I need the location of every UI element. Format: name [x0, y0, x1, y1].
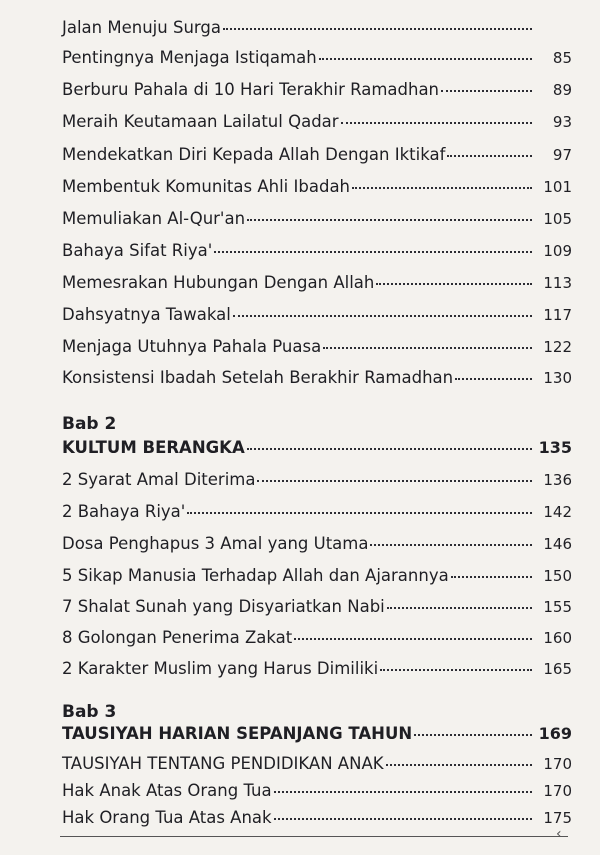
toc-entry-page: 117 — [543, 306, 572, 324]
toc-entry — [62, 368, 572, 388]
dot-leader — [247, 448, 532, 450]
toc-entry-title: Membentuk Komunitas Ahli Ibadah — [62, 177, 351, 196]
toc-entry — [62, 80, 572, 100]
toc-entry — [62, 305, 572, 325]
toc-entry — [62, 597, 572, 617]
toc-entry-title: Dahsyatnya Tawakal — [62, 305, 231, 324]
toc-entry — [62, 628, 572, 648]
dot-leader — [294, 638, 532, 640]
toc-entry — [62, 566, 572, 586]
chapter-heading-page: 135 — [538, 438, 572, 457]
toc-entry-page: 175 — [543, 809, 572, 827]
toc-entry — [62, 209, 572, 229]
ornament-icon: ‹ — [556, 826, 562, 842]
toc-entry-title: TAUSIYAH TENTANG PENDIDIKAN ANAK — [62, 754, 384, 773]
dot-leader — [352, 187, 532, 189]
toc-entry-title: Konsistensi Ibadah Setelah Berakhir Ramadhan — [62, 368, 454, 387]
toc-entry-title: 2 Syarat Amal Diterima — [62, 470, 256, 489]
toc-entry-page: 170 — [543, 782, 572, 800]
dot-leader — [380, 669, 532, 671]
toc-entry-title: Memuliakan Al-Qur'an — [62, 209, 246, 228]
chapter-heading-title: KULTUM BERANGKA — [62, 438, 245, 457]
dot-leader — [387, 607, 532, 609]
toc-entry-page: 150 — [543, 567, 572, 585]
toc-entry-title: Bahaya Sifat Riya' — [62, 241, 213, 260]
dot-leader — [451, 576, 532, 578]
dot-leader — [370, 544, 532, 546]
toc-entry — [62, 337, 572, 357]
toc-entry-title: 8 Golongan Penerima Zakat — [62, 628, 293, 647]
bottom-divider — [60, 836, 568, 837]
dot-leader — [414, 734, 532, 736]
toc-entry-page: 85 — [552, 49, 572, 67]
toc-entry — [62, 470, 572, 490]
toc-entry-title: 5 Sikap Manusia Terhadap Allah dan Ajarannya — [62, 566, 449, 585]
toc-entry — [62, 112, 572, 132]
toc-entry — [62, 534, 572, 554]
toc-entry-page: 165 — [543, 660, 572, 678]
dot-leader — [233, 315, 532, 317]
toc-entry-title: Memesrakan Hubungan Dengan Allah — [62, 273, 375, 292]
toc-entry — [62, 241, 572, 261]
dot-leader — [376, 283, 532, 285]
toc-entry-page: 155 — [543, 598, 572, 616]
toc-entry-title: Pentingnya Menjaga Istiqamah — [62, 48, 317, 67]
chapter-heading-title: TAUSIYAH HARIAN SEPANJANG TAHUN — [62, 724, 413, 743]
toc-entry-title: Dosa Penghapus 3 Amal yang Utama — [62, 534, 369, 553]
toc-entry-title: Berburu Pahala di 10 Hari Terakhir Ramadhan — [62, 80, 440, 99]
dot-leader — [441, 90, 532, 92]
toc-entry-page: 93 — [552, 113, 572, 131]
toc-entry — [62, 659, 572, 679]
toc-entry-page: 101 — [543, 178, 572, 196]
toc-entry-title: 2 Karakter Muslim yang Harus Dimiliki — [62, 659, 379, 678]
toc-entry-title: Hak Anak Atas Orang Tua — [62, 781, 272, 800]
toc-entry-title: Mendekatkan Diri Kepada Allah Dengan Iktikaf — [62, 145, 446, 164]
toc-entry-page: 97 — [552, 146, 572, 164]
toc-entry-page: 142 — [543, 503, 572, 521]
toc-entry-title: Meraih Keutamaan Lailatul Qadar — [62, 112, 339, 131]
toc-entry-page: 146 — [543, 535, 572, 553]
chapter-heading — [62, 438, 572, 458]
dot-leader — [323, 347, 532, 349]
toc-entry — [62, 754, 572, 774]
toc-entry — [62, 18, 572, 38]
toc-entry-page: 136 — [543, 471, 572, 489]
dot-leader — [455, 378, 532, 380]
toc-entry — [62, 273, 572, 293]
toc-entry — [62, 781, 572, 801]
toc-entry-page: 113 — [543, 274, 572, 292]
chapter-label: Bab 2 — [62, 414, 117, 434]
chapter-heading — [62, 724, 572, 744]
toc-entry — [62, 48, 572, 68]
toc-entry-page: 105 — [543, 210, 572, 228]
chapter-heading-page: 169 — [538, 724, 572, 743]
dot-leader — [274, 791, 532, 793]
toc-entry — [62, 145, 572, 165]
dot-leader — [257, 480, 532, 482]
dot-leader — [214, 251, 532, 253]
toc-entry-page: 160 — [543, 629, 572, 647]
toc-entry-page: 109 — [543, 242, 572, 260]
toc-entry-page: 130 — [543, 369, 572, 387]
toc-entry-title: Menjaga Utuhnya Pahala Puasa — [62, 337, 322, 356]
toc-entry-title: 2 Bahaya Riya' — [62, 502, 186, 521]
dot-leader — [274, 818, 532, 820]
toc-entry-page: 170 — [543, 755, 572, 773]
toc-entry-title: 7 Shalat Sunah yang Disyariatkan Nabi — [62, 597, 385, 616]
toc-entry-page: 122 — [543, 338, 572, 356]
toc-entry — [62, 177, 572, 197]
toc-entry-title: Jalan Menuju Surga — [62, 18, 221, 37]
dot-leader — [386, 764, 532, 766]
dot-leader — [341, 122, 532, 124]
toc-entry — [62, 502, 572, 522]
dot-leader — [319, 58, 532, 60]
toc-entry — [62, 808, 572, 828]
dot-leader — [447, 155, 532, 157]
dot-leader — [223, 28, 532, 30]
dot-leader — [187, 512, 532, 514]
chapter-label: Bab 3 — [62, 702, 117, 722]
toc-entry-page: 89 — [552, 81, 572, 99]
dot-leader — [247, 219, 532, 221]
toc-entry-title: Hak Orang Tua Atas Anak — [62, 808, 272, 827]
